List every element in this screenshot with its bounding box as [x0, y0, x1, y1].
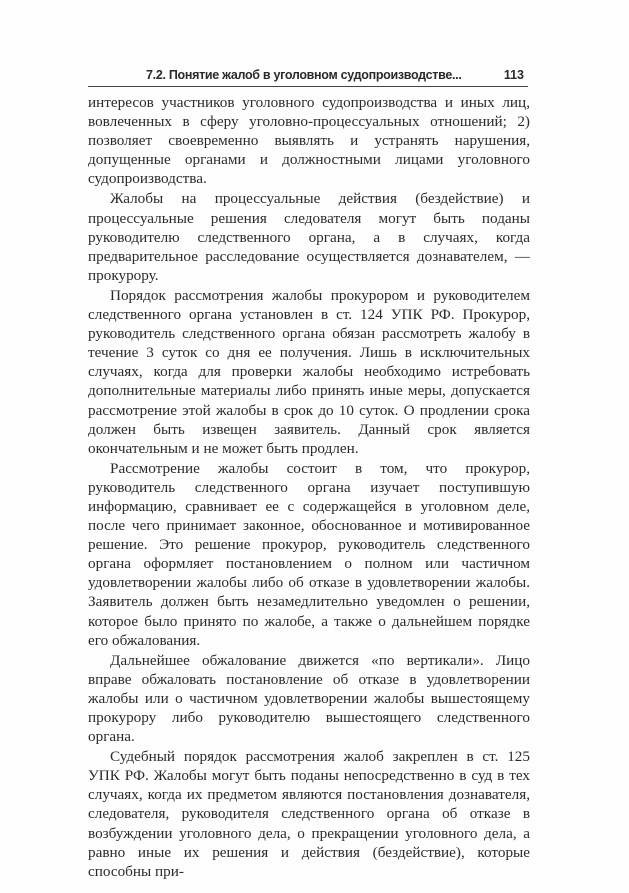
paragraph: Порядок рассмотрения жалобы прокурором и руководителем следственного органа установлен в ст. 124 УПК РФ. Прокурор, руководитель следственного органа обязан рассмотреть жалобу в течение 3 суток со дня ее получения. Лишь в исключительных случаях, когда для проверки жалобы необходимо истребовать дополнительные материалы либо принять иные меры, допускается рассмотрение этой жалобы в срок до 10 суток. О продлении срока должен быть извещен заявитель. Данный срок является окончательным и не может быть продлен. — [88, 286, 530, 457]
paragraph: Жалобы на процессуальные действия (бездействие) и процессуальные решения следователя могут быть поданы руководителю следственного органа, а в случаях, когда предварительное расследование осуществляется дознавателем, — прокурору. — [88, 190, 530, 284]
paragraph: Судебный порядок рассмотрения жалоб закреплен в ст. 125 УПК РФ. Жалобы могут быть поданы непосредственно в суд в тех случаях, когда их предметом являются постановления дознавателя, следователя, руководителя следственного органа об отказе в возбуждении уголовного дела, о прекращении уголовного дела, а равно иные их решения и действия (бездействие), которые способны при- — [88, 748, 530, 880]
paragraph: Рассмотрение жалобы состоит в том, что прокурор, руководитель следственного органа изучает поступившую информацию, сравнивает ее с содержащейся в уголовном деле, после чего принимает законное, обоснованное и мотивированное решение. Это решение прокурор, руководитель следственного органа оформляет постановлением о полном или частичном удовлетворении жалобы либо об отказе в удовлетворении жалобы. Заявитель должен быть незамедлительно уведомлен о решении, которое было принято по жалобе, а также о дальнейшем порядке его обжалования. — [88, 459, 530, 649]
paragraph: Дальнейшее обжалование движется «по вертикали». Лицо вправе обжаловать постановление об отказе в удовлетворении жалобы или о частичном удовлетворении жалобы вышестоящему прокурору либо руководителю вышестоящего следственного органа. — [88, 651, 530, 746]
page-number: 113 — [503, 68, 524, 82]
page-body — [88, 93, 530, 881]
paragraph: интересов участников уголовного судопроизводства и иных лиц, вовлеченных в сферу уголовно-процессуальных отношений; 2) позволяет своевременно выявлять и устранять нарушения, допущенные органами и должностными лицами уголовного судопроизводства. — [88, 94, 530, 188]
running-header — [88, 66, 528, 87]
running-header-title: 7.2. Понятие жалоб в уголовном судопроизводстве... — [146, 68, 462, 82]
